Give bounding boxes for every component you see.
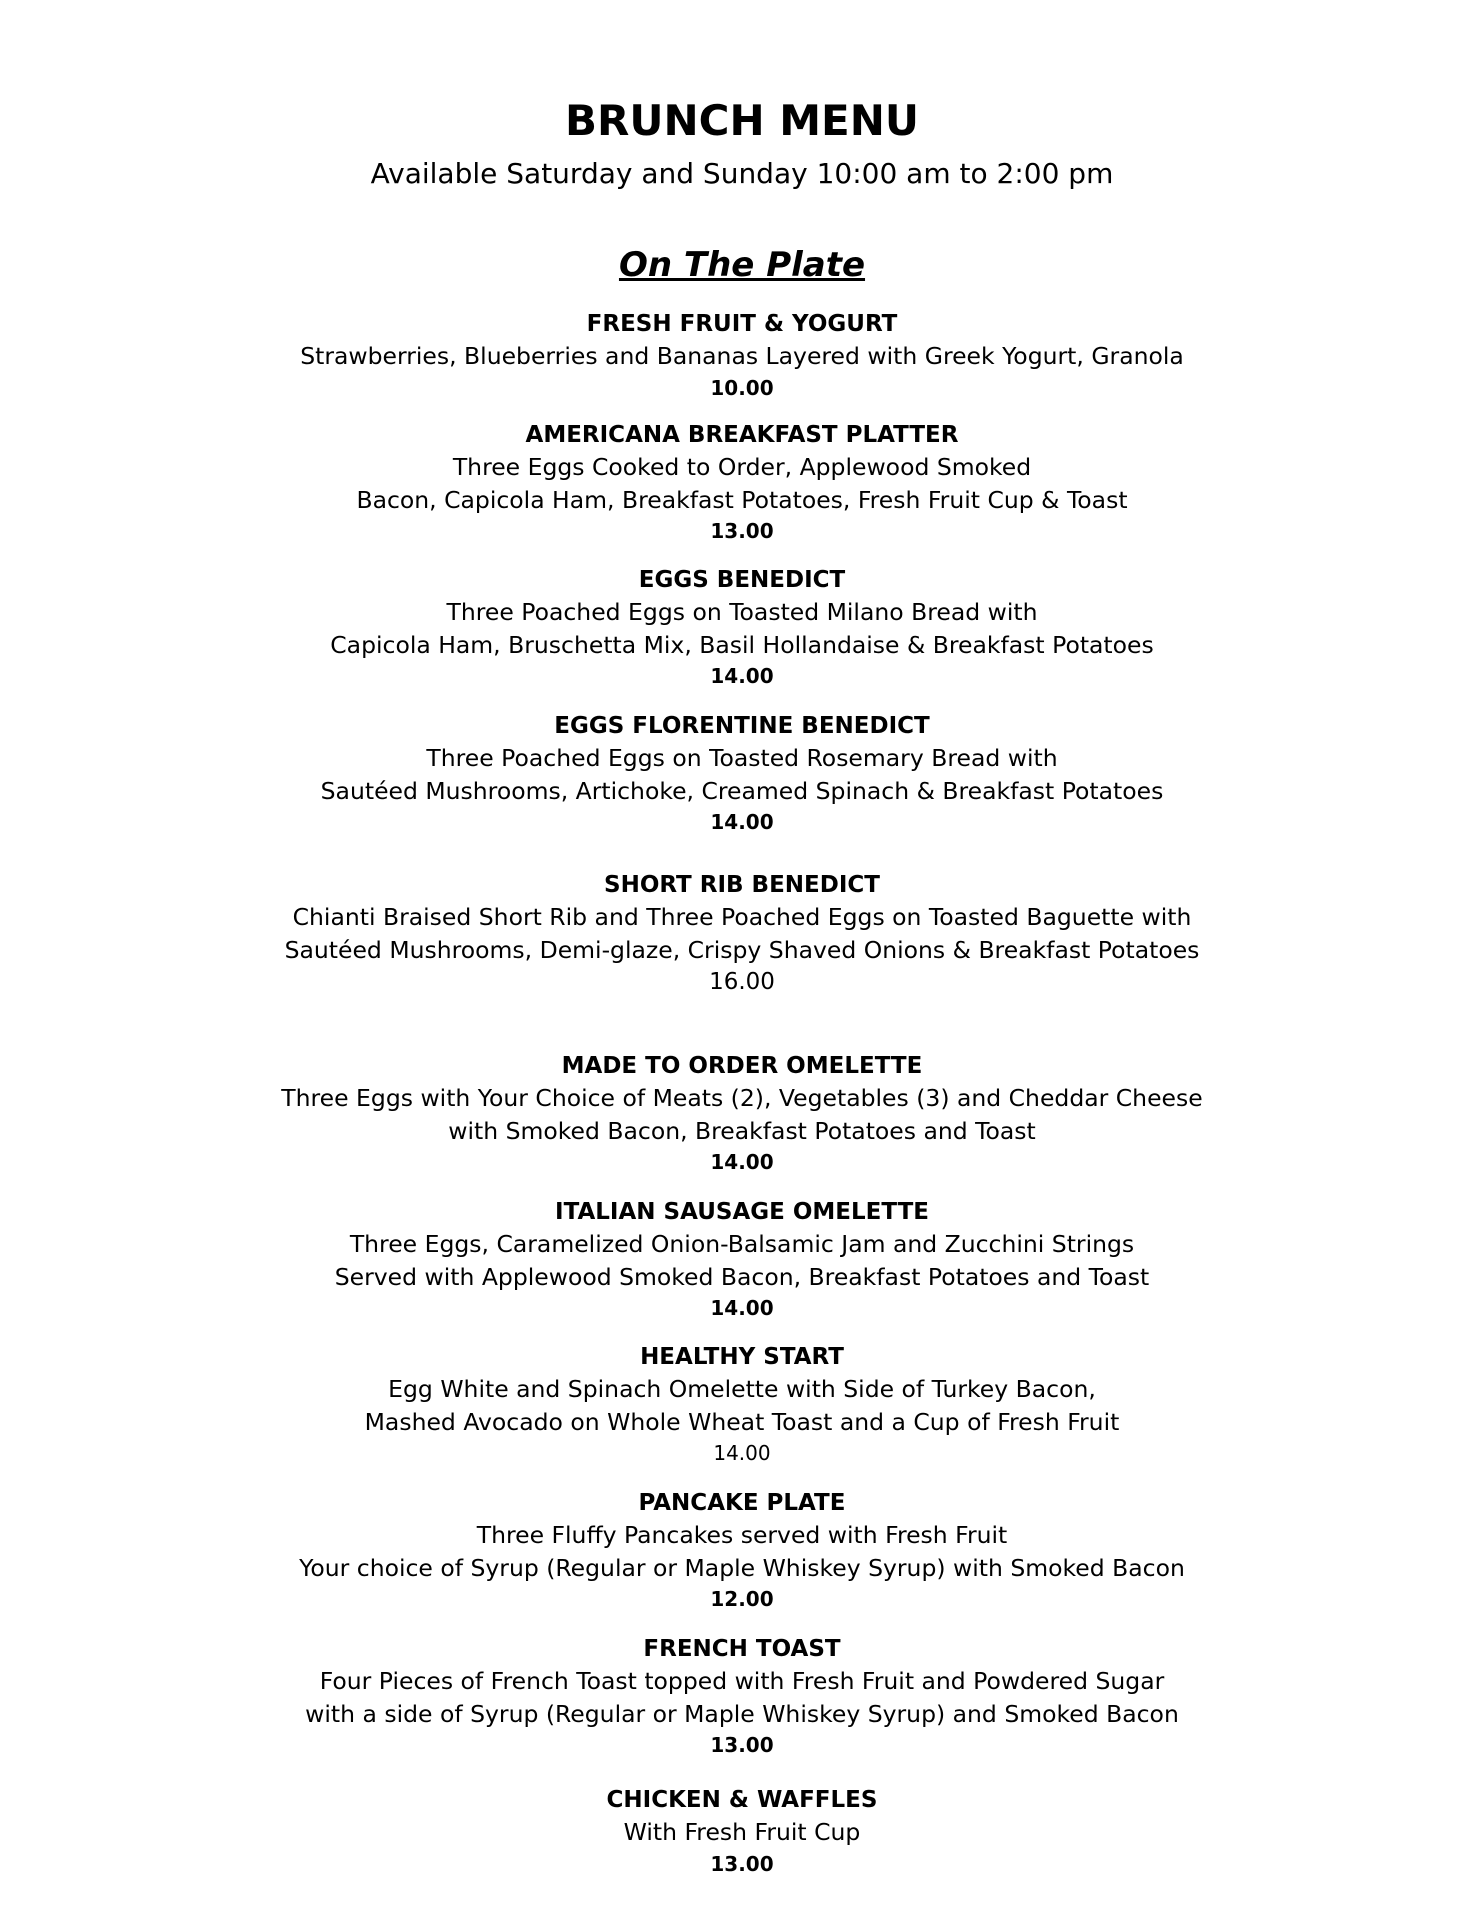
menu-item-fresh-fruit-yogurt xyxy=(0,308,1484,403)
menu-item-eggs-benedict xyxy=(0,564,1484,691)
item-price: 14.00 xyxy=(710,1296,774,1320)
item-price: 13.00 xyxy=(710,1733,774,1757)
item-name: PANCAKE PLATE xyxy=(638,1490,846,1516)
item-description-line-1: Three Eggs with Your Choice of Meats (2), Vegetables (3) and Cheddar Cheese xyxy=(281,1084,1203,1112)
item-name: FRENCH TOAST xyxy=(643,1636,841,1662)
item-description-line-2: Mashed Avocado on Whole Wheat Toast and a Cup of Fresh Fruit xyxy=(364,1407,1120,1436)
menu-item-americana-breakfast-platter xyxy=(0,419,1484,546)
item-description-line-2: Sautéed Mushrooms, Demi-glaze, Crispy Shaved Onions & Breakfast Potatoes xyxy=(284,935,1200,964)
item-name: CHICKEN & WAFFLES xyxy=(606,1787,878,1813)
item-price: 14.00 xyxy=(710,1150,774,1174)
item-price: 12.00 xyxy=(710,1587,774,1611)
item-name: MADE TO ORDER OMELETTE xyxy=(561,1053,923,1079)
item-name: HEALTHY START xyxy=(640,1344,844,1370)
item-price: 14.00 xyxy=(710,810,774,834)
item-price: 16.00 xyxy=(709,969,775,995)
item-name: EGGS BENEDICT xyxy=(638,567,846,593)
menu-item-italian-sausage-omelette xyxy=(0,1196,1484,1323)
item-description-line-2: Capicola Ham, Bruschetta Mix, Basil Hollandaise & Breakfast Potatoes xyxy=(330,630,1154,659)
item-description-line-2: Served with Applewood Smoked Bacon, Breakfast Potatoes and Toast xyxy=(334,1262,1150,1291)
menu-item-chicken-waffles xyxy=(0,1784,1484,1879)
item-price: 13.00 xyxy=(710,519,774,543)
menu-item-pancake-plate xyxy=(0,1487,1484,1614)
item-price: 13.00 xyxy=(710,1851,774,1876)
item-description-line-1: Three Poached Eggs on Toasted Milano Bread with xyxy=(446,598,1038,626)
item-name: SHORT RIB BENEDICT xyxy=(604,872,880,898)
item-description-line-2: Sautéed Mushrooms, Artichoke, Creamed Spinach & Breakfast Potatoes xyxy=(320,776,1164,805)
item-name: EGGS FLORENTINE BENEDICT xyxy=(554,713,930,739)
menu-item-short-rib-benedict xyxy=(0,869,1484,998)
item-description-line-2: with Smoked Bacon, Breakfast Potatoes and Toast xyxy=(448,1116,1036,1145)
menu-item-french-toast xyxy=(0,1633,1484,1760)
item-price: 14.00 xyxy=(710,664,774,688)
item-description-line-1: Chianti Braised Short Rib and Three Poached Eggs on Toasted Baguette with xyxy=(292,903,1192,931)
item-description: With Fresh Fruit Cup xyxy=(623,1818,861,1846)
section-title: On The Plate xyxy=(618,245,866,285)
item-description-line-1: Three Eggs Cooked to Order, Applewood Smoked xyxy=(452,453,1032,481)
menu-item-eggs-florentine-benedict xyxy=(0,710,1484,837)
menu-item-made-to-order-omelette xyxy=(0,1050,1484,1177)
item-description-line-2: Your choice of Syrup (Regular or Maple Whiskey Syrup) with Smoked Bacon xyxy=(299,1553,1185,1582)
menu-title: BRUNCH MENU xyxy=(565,96,919,145)
item-name: FRESH FRUIT & YOGURT xyxy=(586,311,898,337)
item-description-line-2: Bacon, Capicola Ham, Breakfast Potatoes, Fresh Fruit Cup & Toast xyxy=(356,485,1128,514)
menu-hours: Available Saturday and Sunday 10:00 am to 2:00 pm xyxy=(370,157,1114,190)
item-price: 14.00 xyxy=(713,1441,771,1465)
item-description-line-1: Three Eggs, Caramelized Onion-Balsamic Jam and Zucchini Strings xyxy=(349,1230,1135,1258)
item-name: AMERICANA BREAKFAST PLATTER xyxy=(525,422,959,448)
item-description-line-1: Three Poached Eggs on Toasted Rosemary Bread with xyxy=(426,744,1058,772)
item-price: 10.00 xyxy=(710,375,774,400)
item-description-line-1: Four Pieces of French Toast topped with Fresh Fruit and Powdered Sugar xyxy=(319,1667,1165,1695)
item-description-line-1: Three Fluffy Pancakes served with Fresh Fruit xyxy=(476,1521,1008,1549)
item-description-line-2: with a side of Syrup (Regular or Maple Whiskey Syrup) and Smoked Bacon xyxy=(305,1699,1179,1728)
item-description-line-1: Egg White and Spinach Omelette with Side of Turkey Bacon, xyxy=(388,1375,1096,1403)
item-name: ITALIAN SAUSAGE OMELETTE xyxy=(555,1199,929,1225)
item-description: Strawberries, Blueberries and Bananas Layered with Greek Yogurt, Granola xyxy=(300,342,1184,370)
menu-item-healthy-start xyxy=(0,1341,1484,1468)
menu-header xyxy=(0,92,1484,194)
